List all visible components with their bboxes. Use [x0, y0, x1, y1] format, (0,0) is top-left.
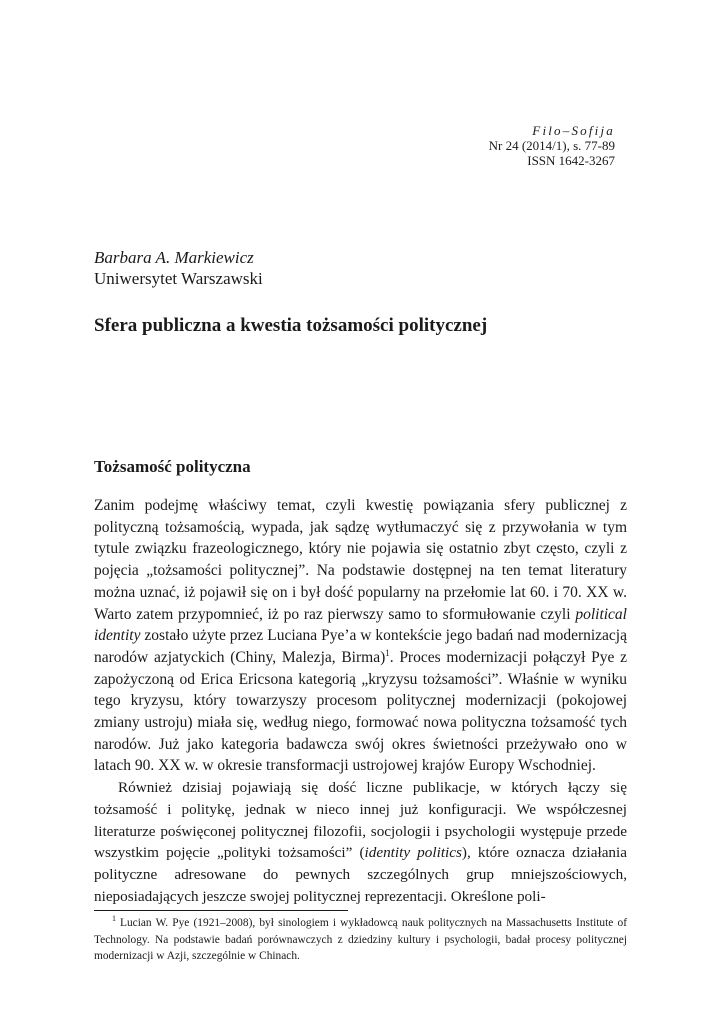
article-body: [94, 495, 627, 907]
section-heading: Tożsamość polityczna: [94, 457, 251, 476]
paragraph-2: [94, 777, 627, 907]
author-affiliation: Uniwersytet Warszawski: [94, 269, 263, 288]
paragraph-2-text-b: ), które oznacza działania polityczne adresowane do pewnych szczególnych grup mniejszościowych, nieposiadających jeszcze swojej politycznej reprezentacji. Określone poli-: [94, 844, 627, 905]
footnote: 1 Lucian W. Pye (1921–2008), był sinologiem i wykładowcą nauk politycznych na Massachusetts Institute of Technology. Na podstawie badań porównawczych z dziedziny kultury i psychologii, badał procesy politycznej modernizacji w Azji, szczególnie w Chinach.: [94, 914, 627, 962]
paragraph-1-text-c: . Proces modernizacji połączył Pye z zapożyczoną od Erica Ericsona kategorią „kryzysu tożsamości”. Właśnie w wyniku tego kryzysu, który towarzyszy procesom politycznej modernizacji (pokojowej zmiany ustroju) miała się, według niego, formować nowa polityczna tożsamość tych narodów. Już jako kategoria badawcza swój okres świetności przeżywało ono w latach 90. XX w. w okresie transformacji ustrojowej krajów Europy Wschodniej.: [94, 648, 627, 775]
paragraph-2-text-a: Również dzisiaj pojawiają się dość liczne publikacje, w których łączy się tożsamość i politykę, jednak w nieco innej już konfiguracji. We współczesnej literaturze poświęconej politycznej filozofii, socjologii i psychologii występuje przede wszystkim pojęcie „polityki tożsamości” (: [94, 779, 627, 862]
article-title: Sfera publiczna a kwestia tożsamości politycznej: [94, 315, 488, 336]
journal-header: [355, 123, 615, 168]
footnote-divider: [94, 910, 348, 911]
author-name: Barbara A. Markiewicz: [94, 248, 254, 267]
author-block: [94, 247, 263, 289]
paragraph-1: [94, 495, 627, 777]
paragraph-1-italic-term: political identity: [94, 605, 627, 645]
footnote-text: Lucian W. Pye (1921–2008), był sinologiem i wykładowcą nauk politycznych na Massachusetts Institute of Technology. Na podstawie badań porównawczych z dziedziny kultury i psychologii, badał procesy politycznej modernizacji w Azji, szczególnie w Chinach.: [94, 917, 627, 962]
footnote-reference: 1: [385, 647, 390, 658]
journal-name: Filo–Sofija: [532, 123, 615, 138]
paragraph-1-text-a: Zanim podejmę właściwy temat, czyli kwestię powiązania sfery publicznej z polityczną tożsamością, wypada, jak sądzę wytłumaczyć się z przywołania w tym tytule związku frazeologicznego, który nie pojawia się ostatnio zbyt często, czyli z pojęcia „tożsamości politycznej”. Na podstawie dostępnej na ten temat literatury można uznać, iż pojawił się on i był dość popularny na przełomie lat 60. i 70. XX w. Warto zatem przypomnieć, iż po raz pierwszy samo to sformułowanie czyli: [94, 497, 627, 623]
paragraph-1-text-b: zostało użyte przez Luciana Pye’a w kontekście jego badań nad modernizacją narodów azjatyckich (Chiny, Malezja, Birma): [94, 627, 627, 666]
journal-issue: Nr 24 (2014/1), s. 77-89: [488, 138, 615, 153]
journal-issn: ISSN 1642-3267: [527, 153, 615, 168]
paragraph-2-italic-term: identity politics: [364, 844, 462, 862]
